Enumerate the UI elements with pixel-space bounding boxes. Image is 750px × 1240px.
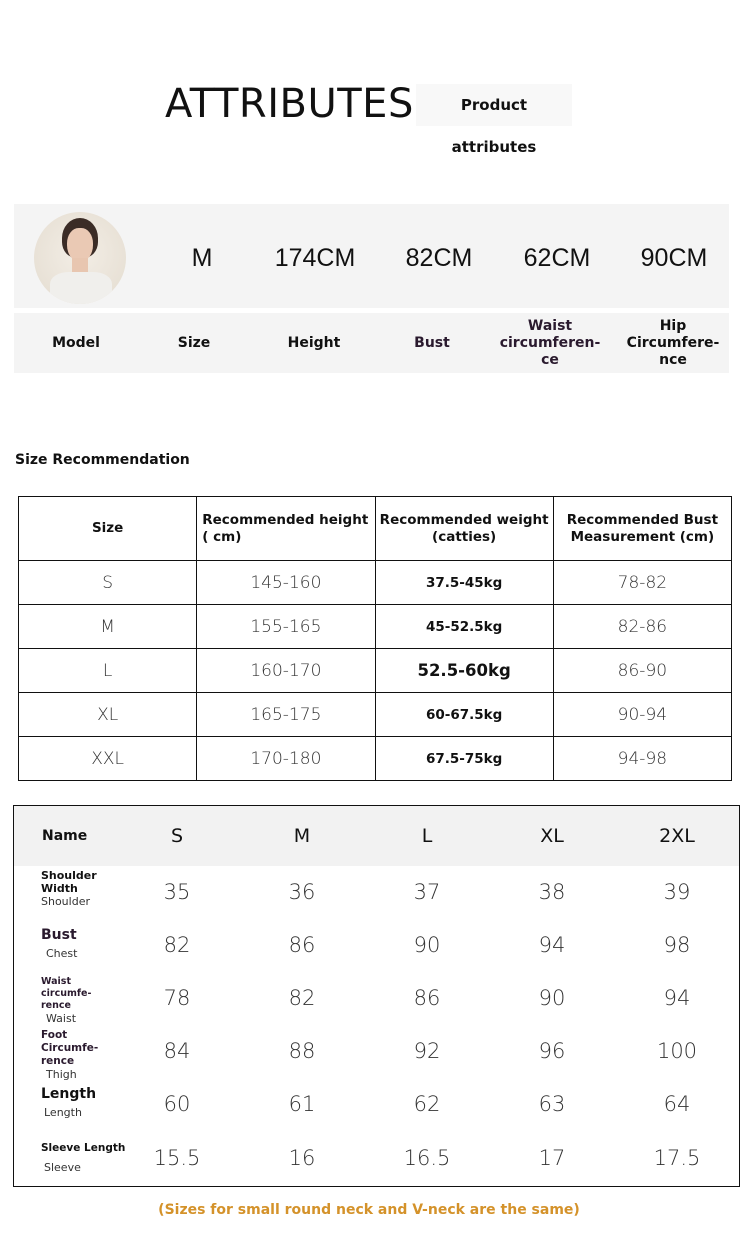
page-subtitle: Product attributes xyxy=(416,84,572,126)
model-size-value: M xyxy=(191,244,213,272)
cell-value: 63 xyxy=(538,1092,566,1116)
row-name: Foot Circumfe- rence xyxy=(41,1029,99,1067)
row-name: Length xyxy=(41,1086,97,1102)
cell-weight: 45-52.5kg xyxy=(375,605,553,649)
cell-value: 62 xyxy=(413,1092,441,1116)
row-label xyxy=(41,919,131,980)
row-sub: Waist xyxy=(46,1012,77,1025)
model-avatar xyxy=(34,212,126,304)
cell-bust: 90-94 xyxy=(553,693,731,737)
cell-height: 145-160 xyxy=(197,561,375,605)
model-bust-value: 82CM xyxy=(405,244,473,272)
label-waist: Waist circumferen- ce xyxy=(499,317,601,368)
cell-value: 61 xyxy=(288,1092,316,1116)
model-height-value: 174CM xyxy=(274,244,356,272)
model-hip-value: 90CM xyxy=(640,244,708,272)
cell-value: 98 xyxy=(663,933,691,957)
cell-value: 16.5 xyxy=(403,1146,451,1170)
cell-value: 94 xyxy=(538,933,566,957)
cell-height: 155-165 xyxy=(197,605,375,649)
cell-value: 36 xyxy=(288,880,316,904)
table-row xyxy=(19,561,732,605)
cell-size: S xyxy=(19,561,197,605)
cell-value: 15.5 xyxy=(153,1146,201,1170)
label-model: Model xyxy=(52,334,100,351)
cell-size: XXL xyxy=(19,737,197,781)
header-l: L xyxy=(421,825,433,847)
header-m: M xyxy=(293,825,311,847)
header-recommended-weight: Recommended weight (catties) xyxy=(375,497,553,561)
size-recommendation-title: Size Recommendation xyxy=(15,452,190,468)
cell-value: 82 xyxy=(163,933,191,957)
cell-weight: 60-67.5kg xyxy=(375,693,553,737)
model-waist-value: 62CM xyxy=(523,244,591,272)
table-row xyxy=(14,919,739,972)
cell-value: 82 xyxy=(288,986,316,1010)
row-sub: Length xyxy=(44,1106,82,1119)
row-name: Shoulder Width xyxy=(41,869,97,895)
cell-value: 17.5 xyxy=(653,1146,701,1170)
row-label xyxy=(41,972,131,1029)
cell-value: 35 xyxy=(163,880,191,904)
label-hip: Hip Circumfere- nce xyxy=(626,317,720,368)
header-recommended-bust: Recommended Bust Measurement (cm) xyxy=(553,497,731,561)
cell-height: 160-170 xyxy=(197,649,375,693)
cell-bust: 82-86 xyxy=(553,605,731,649)
header-recommended-height: Recommended height ( cm) xyxy=(197,497,375,561)
cell-value: 78 xyxy=(163,986,191,1010)
cell-bust: 86-90 xyxy=(553,649,731,693)
cell-bust: 94-98 xyxy=(553,737,731,781)
cell-height: 165-175 xyxy=(197,693,375,737)
header-name: Name xyxy=(42,828,88,844)
page-title: ATTRIBUTES xyxy=(165,81,414,127)
cell-size: L xyxy=(19,649,197,693)
cell-value: 84 xyxy=(163,1039,191,1063)
cell-height: 170-180 xyxy=(197,737,375,781)
label-bust: Bust xyxy=(414,334,450,351)
label-height: Height xyxy=(287,334,341,351)
header-s: S xyxy=(170,825,184,847)
size-recommendation-table xyxy=(18,496,732,781)
row-label xyxy=(41,1025,131,1082)
row-sub: Sleeve xyxy=(44,1161,81,1174)
cell-weight: 52.5-60kg xyxy=(375,649,553,693)
cell-bust: 78-82 xyxy=(553,561,731,605)
table-row xyxy=(19,693,732,737)
cell-value: 100 xyxy=(656,1039,698,1063)
cell-weight: 67.5-75kg xyxy=(375,737,553,781)
row-sub: Chest xyxy=(46,947,78,960)
cell-value: 37 xyxy=(413,880,441,904)
cell-value: 86 xyxy=(413,986,441,1010)
size-chart-header xyxy=(14,806,739,866)
cell-size: M xyxy=(19,605,197,649)
table-row xyxy=(19,737,732,781)
table-row xyxy=(14,972,739,1025)
header-xl: XL xyxy=(540,825,564,847)
cell-value: 92 xyxy=(413,1039,441,1063)
size-chart-table xyxy=(13,805,740,1187)
row-name: Waist circumfe- rence xyxy=(41,976,92,1011)
cell-value: 96 xyxy=(538,1039,566,1063)
cell-value: 39 xyxy=(663,880,691,904)
cell-value: 16 xyxy=(288,1146,316,1170)
cell-value: 90 xyxy=(413,933,441,957)
cell-weight: 37.5-45kg xyxy=(375,561,553,605)
table-row xyxy=(19,649,732,693)
cell-value: 94 xyxy=(663,986,691,1010)
model-labels-panel xyxy=(14,313,729,373)
table-row xyxy=(14,866,739,919)
table-header-row xyxy=(19,497,732,561)
cell-size: XL xyxy=(19,693,197,737)
table-row xyxy=(14,1132,739,1185)
cell-value: 88 xyxy=(288,1039,316,1063)
row-label xyxy=(41,1132,131,1195)
header-2xl: 2XL xyxy=(659,825,695,847)
table-row xyxy=(19,605,732,649)
cell-value: 17 xyxy=(538,1146,566,1170)
cell-value: 38 xyxy=(538,880,566,904)
row-name: Sleeve Length xyxy=(41,1142,126,1154)
row-name: Bust xyxy=(41,927,77,943)
cell-value: 60 xyxy=(163,1092,191,1116)
table-row xyxy=(14,1025,739,1081)
row-sub: Thigh xyxy=(46,1068,77,1081)
label-size: Size xyxy=(177,334,211,351)
row-label xyxy=(41,866,131,922)
size-note: (Sizes for small round neck and V-neck are the same) xyxy=(158,1202,580,1218)
table-row xyxy=(14,1078,739,1131)
cell-value: 64 xyxy=(663,1092,691,1116)
header-size: Size xyxy=(19,497,197,561)
cell-value: 86 xyxy=(288,933,316,957)
row-label xyxy=(41,1078,131,1139)
row-sub: Shoulder xyxy=(41,895,90,908)
model-values-panel xyxy=(14,204,729,308)
cell-value: 90 xyxy=(538,986,566,1010)
